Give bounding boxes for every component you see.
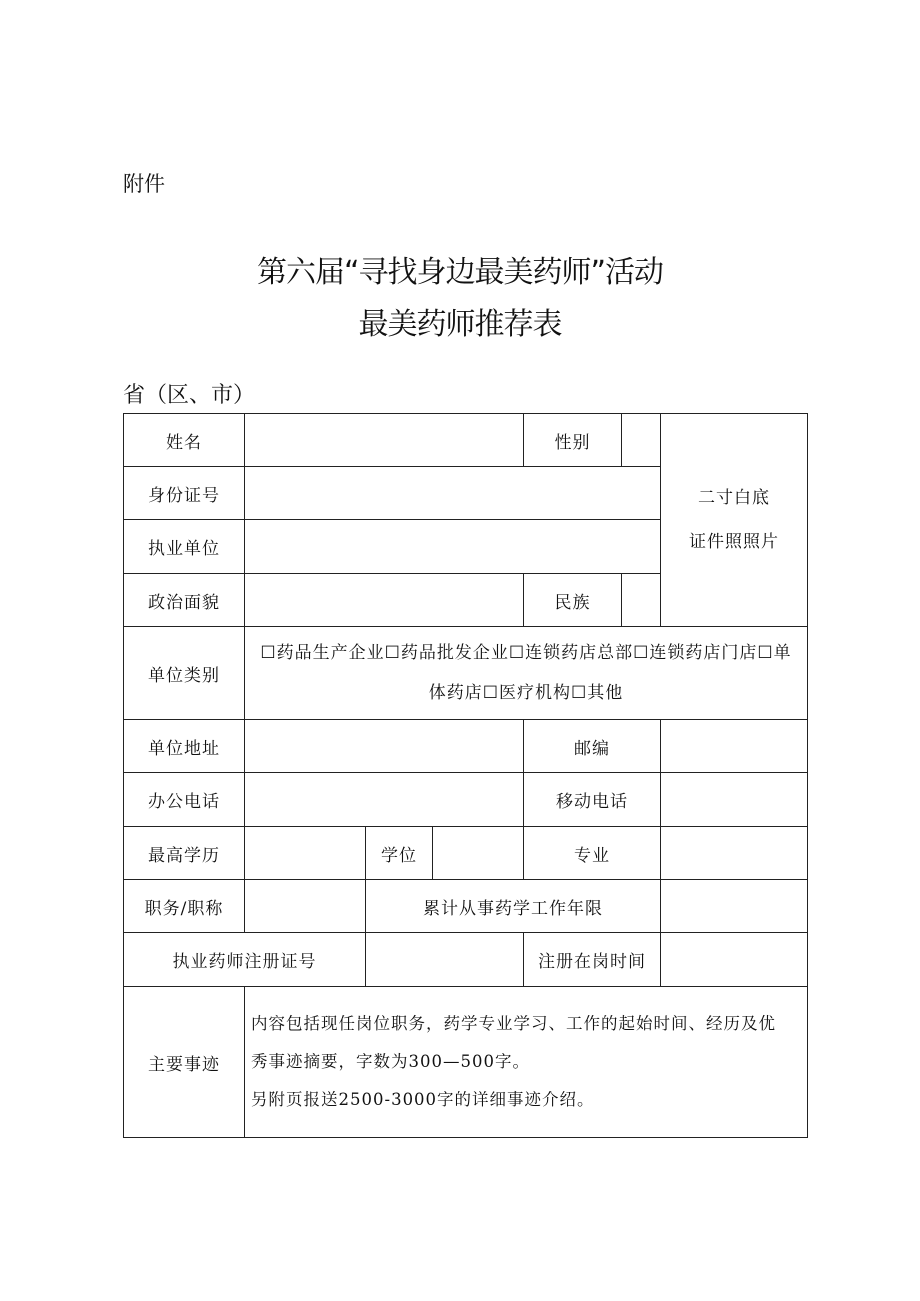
deeds-desc-line3: 另附页报送2500-3000字的详细事迹介绍。 xyxy=(251,1090,595,1109)
attachment-label: 附件 xyxy=(123,172,165,196)
degree-label: 学位 xyxy=(366,827,433,880)
unit-category-options-line1: ☐药品生产企业☐药品批发企业☐连锁药店总部☐连锁药店门店☐单 xyxy=(260,643,792,663)
education-field[interactable] xyxy=(245,827,366,880)
unit-address-field[interactable] xyxy=(245,720,524,773)
deeds-desc-line1: 内容包括现任岗位职务，药学专业学习、工作的起始时间、经历及优 xyxy=(251,1014,776,1033)
name-field[interactable] xyxy=(245,414,524,467)
postal-code-field[interactable] xyxy=(661,720,808,773)
deeds-label: 主要事迹 xyxy=(124,987,245,1138)
photo-label-line1: 二寸白底 xyxy=(698,488,771,508)
political-status-label: 政治面貌 xyxy=(124,574,245,627)
office-phone-field[interactable] xyxy=(245,773,524,827)
deeds-field[interactable] xyxy=(245,987,808,1138)
ethnicity-field[interactable] xyxy=(622,574,661,627)
row-license xyxy=(124,933,808,987)
degree-field[interactable] xyxy=(433,827,524,880)
unit-address-label: 单位地址 xyxy=(124,720,245,773)
registration-time-field[interactable] xyxy=(661,933,808,987)
mobile-phone-label: 移动电话 xyxy=(524,773,661,827)
ethnicity-label: 民族 xyxy=(524,574,622,627)
gender-label: 性别 xyxy=(524,414,622,467)
postal-code-label: 邮编 xyxy=(524,720,661,773)
name-label: 姓名 xyxy=(124,414,245,467)
unit-category-label: 单位类别 xyxy=(124,627,245,720)
page-title: 第六届“寻找身边最美药师”活动 xyxy=(256,255,664,290)
gender-field[interactable] xyxy=(622,414,661,467)
row-unit-category xyxy=(124,627,808,720)
title-field[interactable] xyxy=(245,880,366,933)
province-label: 省（区、市） xyxy=(123,383,256,408)
photo-label-line2: 证件照照片 xyxy=(689,532,780,552)
row-address xyxy=(124,720,808,773)
practice-unit-label: 执业单位 xyxy=(124,520,245,574)
recommendation-form-table xyxy=(123,413,808,1138)
unit-category-options[interactable] xyxy=(245,627,808,720)
unit-category-options-line2: 体药店☐医疗机构☐其他 xyxy=(428,683,624,703)
title-label: 职务/职称 xyxy=(124,880,245,933)
license-number-label: 执业药师注册证号 xyxy=(124,933,366,987)
political-status-field[interactable] xyxy=(245,574,524,627)
row-name xyxy=(124,414,808,467)
years-label: 累计从事药学工作年限 xyxy=(366,880,661,933)
registration-time-label: 注册在岗时间 xyxy=(524,933,661,987)
row-education xyxy=(124,827,808,880)
photo-box[interactable] xyxy=(661,414,808,627)
deeds-desc-line2: 秀事迹摘要，字数为300—500字。 xyxy=(251,1052,530,1071)
row-deeds xyxy=(124,987,808,1138)
id-number-field[interactable] xyxy=(245,467,661,520)
id-number-label: 身份证号 xyxy=(124,467,245,520)
row-phone xyxy=(124,773,808,827)
row-title xyxy=(124,880,808,933)
office-phone-label: 办公电话 xyxy=(124,773,245,827)
license-number-field[interactable] xyxy=(366,933,524,987)
practice-unit-field[interactable] xyxy=(245,520,661,574)
years-field[interactable] xyxy=(661,880,808,933)
education-label: 最高学历 xyxy=(124,827,245,880)
mobile-phone-field[interactable] xyxy=(661,773,808,827)
major-label: 专业 xyxy=(524,827,661,880)
page-subtitle: 最美药师推荐表 xyxy=(358,307,562,342)
major-field[interactable] xyxy=(661,827,808,880)
